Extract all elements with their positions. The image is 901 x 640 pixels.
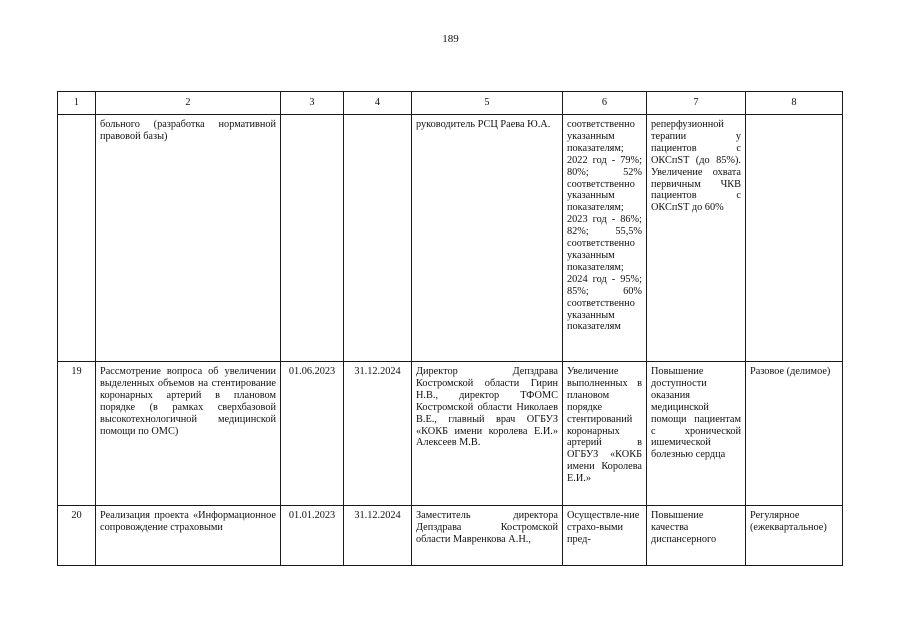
header-cell: 1 (58, 92, 96, 115)
row-number: 19 (58, 362, 96, 506)
end-date-cell: 31.12.2024 (344, 506, 412, 566)
type-cell: Разовое (делимое) (746, 362, 843, 506)
effect-cell: Повышение качества диспансерного (647, 506, 746, 566)
event-cell: больного (разработка нормативной правовой базы) (96, 115, 281, 362)
table-row (58, 506, 843, 566)
header-cell: 6 (563, 92, 647, 115)
header-cell: 2 (96, 92, 281, 115)
table-row (58, 115, 843, 362)
effect-cell: Повышение доступности оказания медицинской помощи пациентам с хронической ишемической болезнью сердца (647, 362, 746, 506)
end-date-cell (344, 115, 412, 362)
event-cell: Рассмотрение вопроса об увеличении выделенных объемов на стентирование коронарных артерий в плановом порядке (в рамках сверхбазовой высокотехнологичной медицинской помощи по ОМС) (96, 362, 281, 506)
result-cell: Осуществле-ние страхо-выми пред- (563, 506, 647, 566)
responsible-cell: Заместитель директора Депздрава Костромской области Мавренкова А.Н., (412, 506, 563, 566)
header-cell: 4 (344, 92, 412, 115)
type-cell: Регулярное (ежеквартальное) (746, 506, 843, 566)
row-number (58, 115, 96, 362)
start-date-cell (281, 115, 344, 362)
result-cell: соответственно указанным показателям; 2022 год - 79%; 80%; 52% соответственно указанным показателям; 2023 год - 86%; 82%; 55,5% соответственно указанным показателям; 2024 год - 95%; 85%; 60% соответственно указанным показателям (563, 115, 647, 362)
end-date-cell: 31.12.2024 (344, 362, 412, 506)
start-date-cell: 01.01.2023 (281, 506, 344, 566)
row-number: 20 (58, 506, 96, 566)
start-date-cell: 01.06.2023 (281, 362, 344, 506)
effect-cell: реперфузионной терапии у пациентов с ОКСпST (до 85%). Увеличение охвата первичным ЧКВ пациентов с ОКСпST до 60% (647, 115, 746, 362)
page-number: 189 (442, 33, 459, 45)
header-cell: 8 (746, 92, 843, 115)
header-cell: 5 (412, 92, 563, 115)
responsible-cell: Директор Депздрава Костромской области Гирин Н.В., директор ТФОМС Костромской области Николаев В.Е., главный врач ОГБУЗ «КОКБ имени королева Е.И.» Алексеев М.В. (412, 362, 563, 506)
type-cell (746, 115, 843, 362)
header-cell: 7 (647, 92, 746, 115)
event-cell: Реализация проекта «Информационное сопровождение страховыми (96, 506, 281, 566)
plan-table (57, 91, 843, 566)
responsible-cell: руководитель РСЦ Раева Ю.А. (412, 115, 563, 362)
header-cell: 3 (281, 92, 344, 115)
result-cell: Увеличение выполненных в плановом порядке стентирований коронарных артерий в ОГБУЗ «КОКБ имени Королева Е.И.» (563, 362, 647, 506)
header-row (58, 92, 843, 115)
table-row (58, 362, 843, 506)
